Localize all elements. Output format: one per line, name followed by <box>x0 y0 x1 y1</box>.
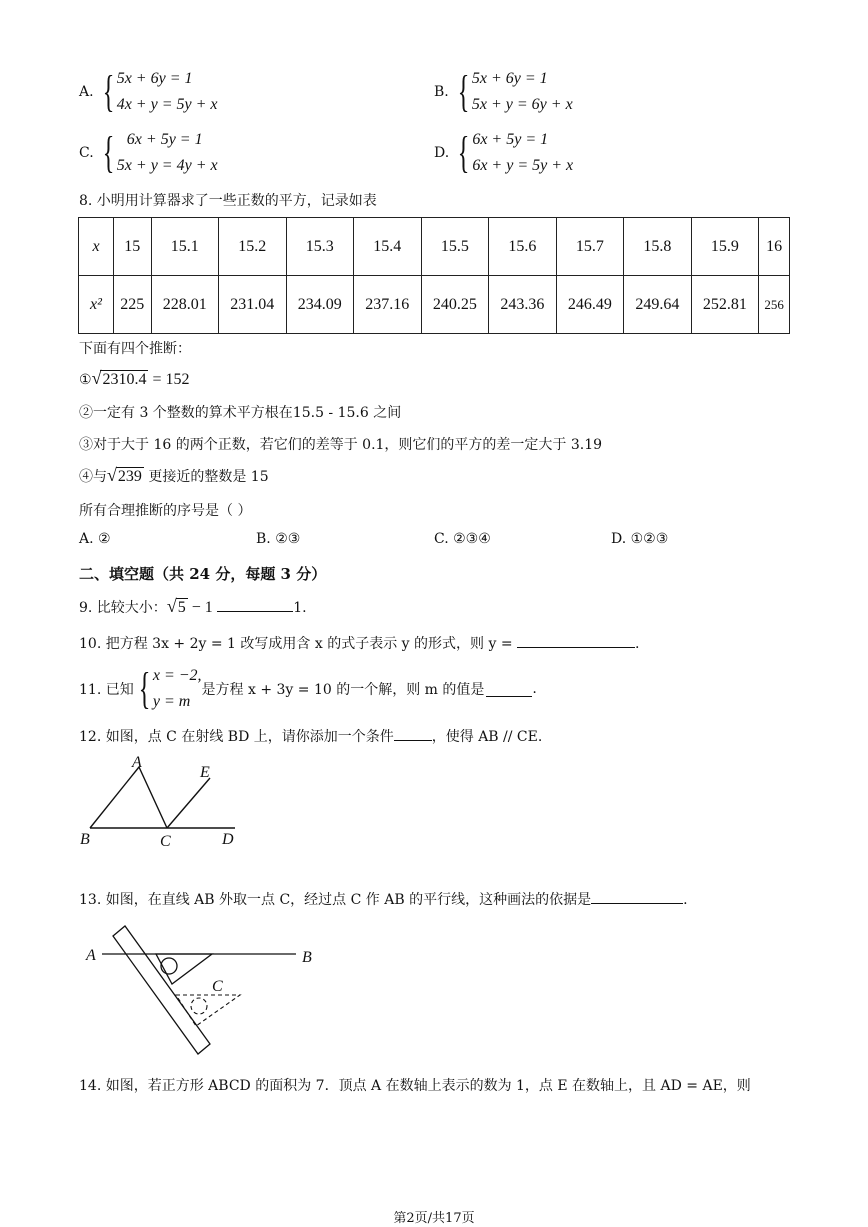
table-cell: 240.25 <box>421 276 489 334</box>
table-cell: 249.64 <box>624 276 692 334</box>
statement-prefix: ④与 <box>79 469 107 485</box>
q9: 9. 比较大小：√5 − 1 1. <box>79 596 307 616</box>
equation: 5x + 6y = 1 <box>116 70 193 87</box>
segment-ac <box>139 767 167 828</box>
equation: 5x + y = 4y + x <box>116 157 218 174</box>
q8-option-d: D. ①②③ <box>611 531 669 547</box>
segment-ab <box>90 767 139 828</box>
q10-end: . <box>635 636 640 652</box>
q8-statement-4: ④与√239 更接近的整数是 15 <box>79 465 269 485</box>
option-label: C. <box>79 145 94 161</box>
squares-table <box>78 217 790 334</box>
table-row <box>79 276 790 334</box>
table-cell: 15 <box>114 218 152 276</box>
q8-statement-1: ①√2310.4 = 152 <box>79 368 190 388</box>
page-footer: 第2页/共17页 <box>393 1211 475 1226</box>
table-row <box>79 218 790 276</box>
q8-option-b: B. ②③ <box>256 531 301 547</box>
q11: 11. 已知 { x = −2, y = m 是方程 x + 3y = 10 的一个解，则 m 的值是 . <box>79 664 537 713</box>
q14: 14. 如图，若正方形 ABCD 的面积为 7．顶点 A 在数轴上表示的数为 1，点 E 在数轴上，且 AD = AE，则 <box>79 1078 751 1094</box>
table-cell: 15.5 <box>421 218 489 276</box>
row-header-x: x <box>79 218 114 276</box>
q8-option-a: A. ② <box>79 531 111 547</box>
set-square-hole-dashed <box>191 998 207 1014</box>
row-header-x-squared: x² <box>79 276 114 334</box>
q13-end: . <box>683 892 688 908</box>
table-cell: 252.81 <box>691 276 759 334</box>
q8-statement-3: ③对于大于 16 的两个正数，若它们的差等于 0.1，则它们的平方的差一定大于 3.19 <box>79 437 603 453</box>
radicand: 239 <box>117 468 142 485</box>
equation: 6x + 5y = 1 <box>126 131 203 148</box>
table-cell: 225 <box>114 276 152 334</box>
equation: y = m <box>152 693 191 710</box>
answer-blank[interactable] <box>394 726 432 741</box>
q11-end: . <box>532 681 537 697</box>
q13-figure <box>80 920 330 1060</box>
equation: 4x + y = 5y + x <box>116 96 218 113</box>
table-cell: 237.16 <box>354 276 422 334</box>
label-d: D <box>222 831 234 848</box>
q8-intro: 下面有四个推断： <box>79 341 191 357</box>
label-e: E <box>200 764 210 781</box>
q12-end: ，使得 AB // CE. <box>431 729 543 745</box>
table-cell: 243.36 <box>489 276 557 334</box>
option-label: B. <box>434 84 449 100</box>
q9-suffix: 1. <box>293 600 307 616</box>
set-square-dashed <box>176 995 240 1026</box>
label-b: B <box>302 949 312 966</box>
answer-blank[interactable] <box>217 597 293 612</box>
table-cell: 15.7 <box>556 218 624 276</box>
q7-option-b: B. { 5x + 6y = 1 5x + y = 6y + x <box>434 67 573 116</box>
table-cell: 15.2 <box>219 218 287 276</box>
answer-blank[interactable] <box>591 889 683 904</box>
label-c: C <box>212 978 223 995</box>
q8-option-c: C. ②③④ <box>434 531 491 547</box>
q12-text: 12. 如图，点 C 在射线 BD 上，请你添加一个条件 <box>79 729 394 745</box>
table-cell: 231.04 <box>219 276 287 334</box>
q13-text: 13. 如图，在直线 AB 外取一点 C，经过点 C 作 AB 的平行线，这种画法的依据是 <box>79 892 592 908</box>
answer-blank[interactable] <box>517 633 635 648</box>
radicand: 5 <box>177 599 186 616</box>
q12 <box>79 726 542 746</box>
q12-figure <box>70 752 250 852</box>
section-title: 二、填空题（共 24 分，每题 3 分） <box>79 565 327 583</box>
statement-rest: = 152 <box>148 371 190 388</box>
segment-ce <box>167 778 210 828</box>
answer-blank[interactable] <box>486 682 532 697</box>
q9-minus: − 1 <box>187 599 213 616</box>
statement-rest: 更接近的整数是 15 <box>143 469 269 485</box>
q7-option-d: D. { 6x + 5y = 1 6x + y = 5y + x <box>434 128 574 177</box>
set-square-solid <box>156 954 212 984</box>
label-c: C <box>160 833 171 850</box>
q7-option-a: A. { 5x + 6y = 1 4x + y = 5y + x <box>79 67 218 116</box>
ruler <box>113 926 210 1054</box>
label-a: A <box>86 947 96 964</box>
table-cell: 15.4 <box>354 218 422 276</box>
table-cell: 15.3 <box>286 218 354 276</box>
q13 <box>79 889 688 909</box>
table-cell: 234.09 <box>286 276 354 334</box>
q8-statement-2: ②一定有 3 个整数的算术平方根在15.5 - 15.6 之间 <box>79 405 402 421</box>
equation: x = −2, <box>152 667 202 684</box>
table-cell: 15.8 <box>624 218 692 276</box>
radicand: 2310.4 <box>102 371 147 388</box>
equation: 6x + 5y = 1 <box>472 131 549 148</box>
option-label: A. <box>79 84 94 100</box>
label-b: B <box>80 831 90 848</box>
table-cell: 228.01 <box>151 276 219 334</box>
equation: 5x + y = 6y + x <box>471 96 573 113</box>
q10-text: 10. 把方程 3x + 2y = 1 改写成用含 x 的式子表示 y 的形式，则 y = <box>79 636 513 652</box>
option-label: D. <box>434 145 450 161</box>
table-cell: 246.49 <box>556 276 624 334</box>
q8-ask: 所有合理推断的序号是（ ） <box>79 503 252 519</box>
table-cell: 15.1 <box>151 218 219 276</box>
q7-option-c: C. { 6x + 5y = 1 5x + y = 4y + x <box>79 128 218 177</box>
equation: 6x + y = 5y + x <box>472 157 574 174</box>
q9-prefix: 9. 比较大小： <box>79 600 167 616</box>
table-cell: 256 <box>759 276 790 334</box>
table-cell: 15.9 <box>691 218 759 276</box>
equation: 5x + 6y = 1 <box>471 70 548 87</box>
q10 <box>79 633 639 653</box>
q11-mid: 是方程 x + 3y = 10 的一个解，则 m 的值是 <box>201 682 485 698</box>
set-square-hole <box>161 958 177 974</box>
q11-prefix: 11. 已知 <box>79 682 134 698</box>
label-a: A <box>132 754 142 771</box>
table-cell: 15.6 <box>489 218 557 276</box>
statement-number: ① <box>79 372 92 388</box>
q8-stem: 8. 小明用计算器求了一些正数的平方，记录如表 <box>79 193 377 209</box>
table-cell: 16 <box>759 218 790 276</box>
